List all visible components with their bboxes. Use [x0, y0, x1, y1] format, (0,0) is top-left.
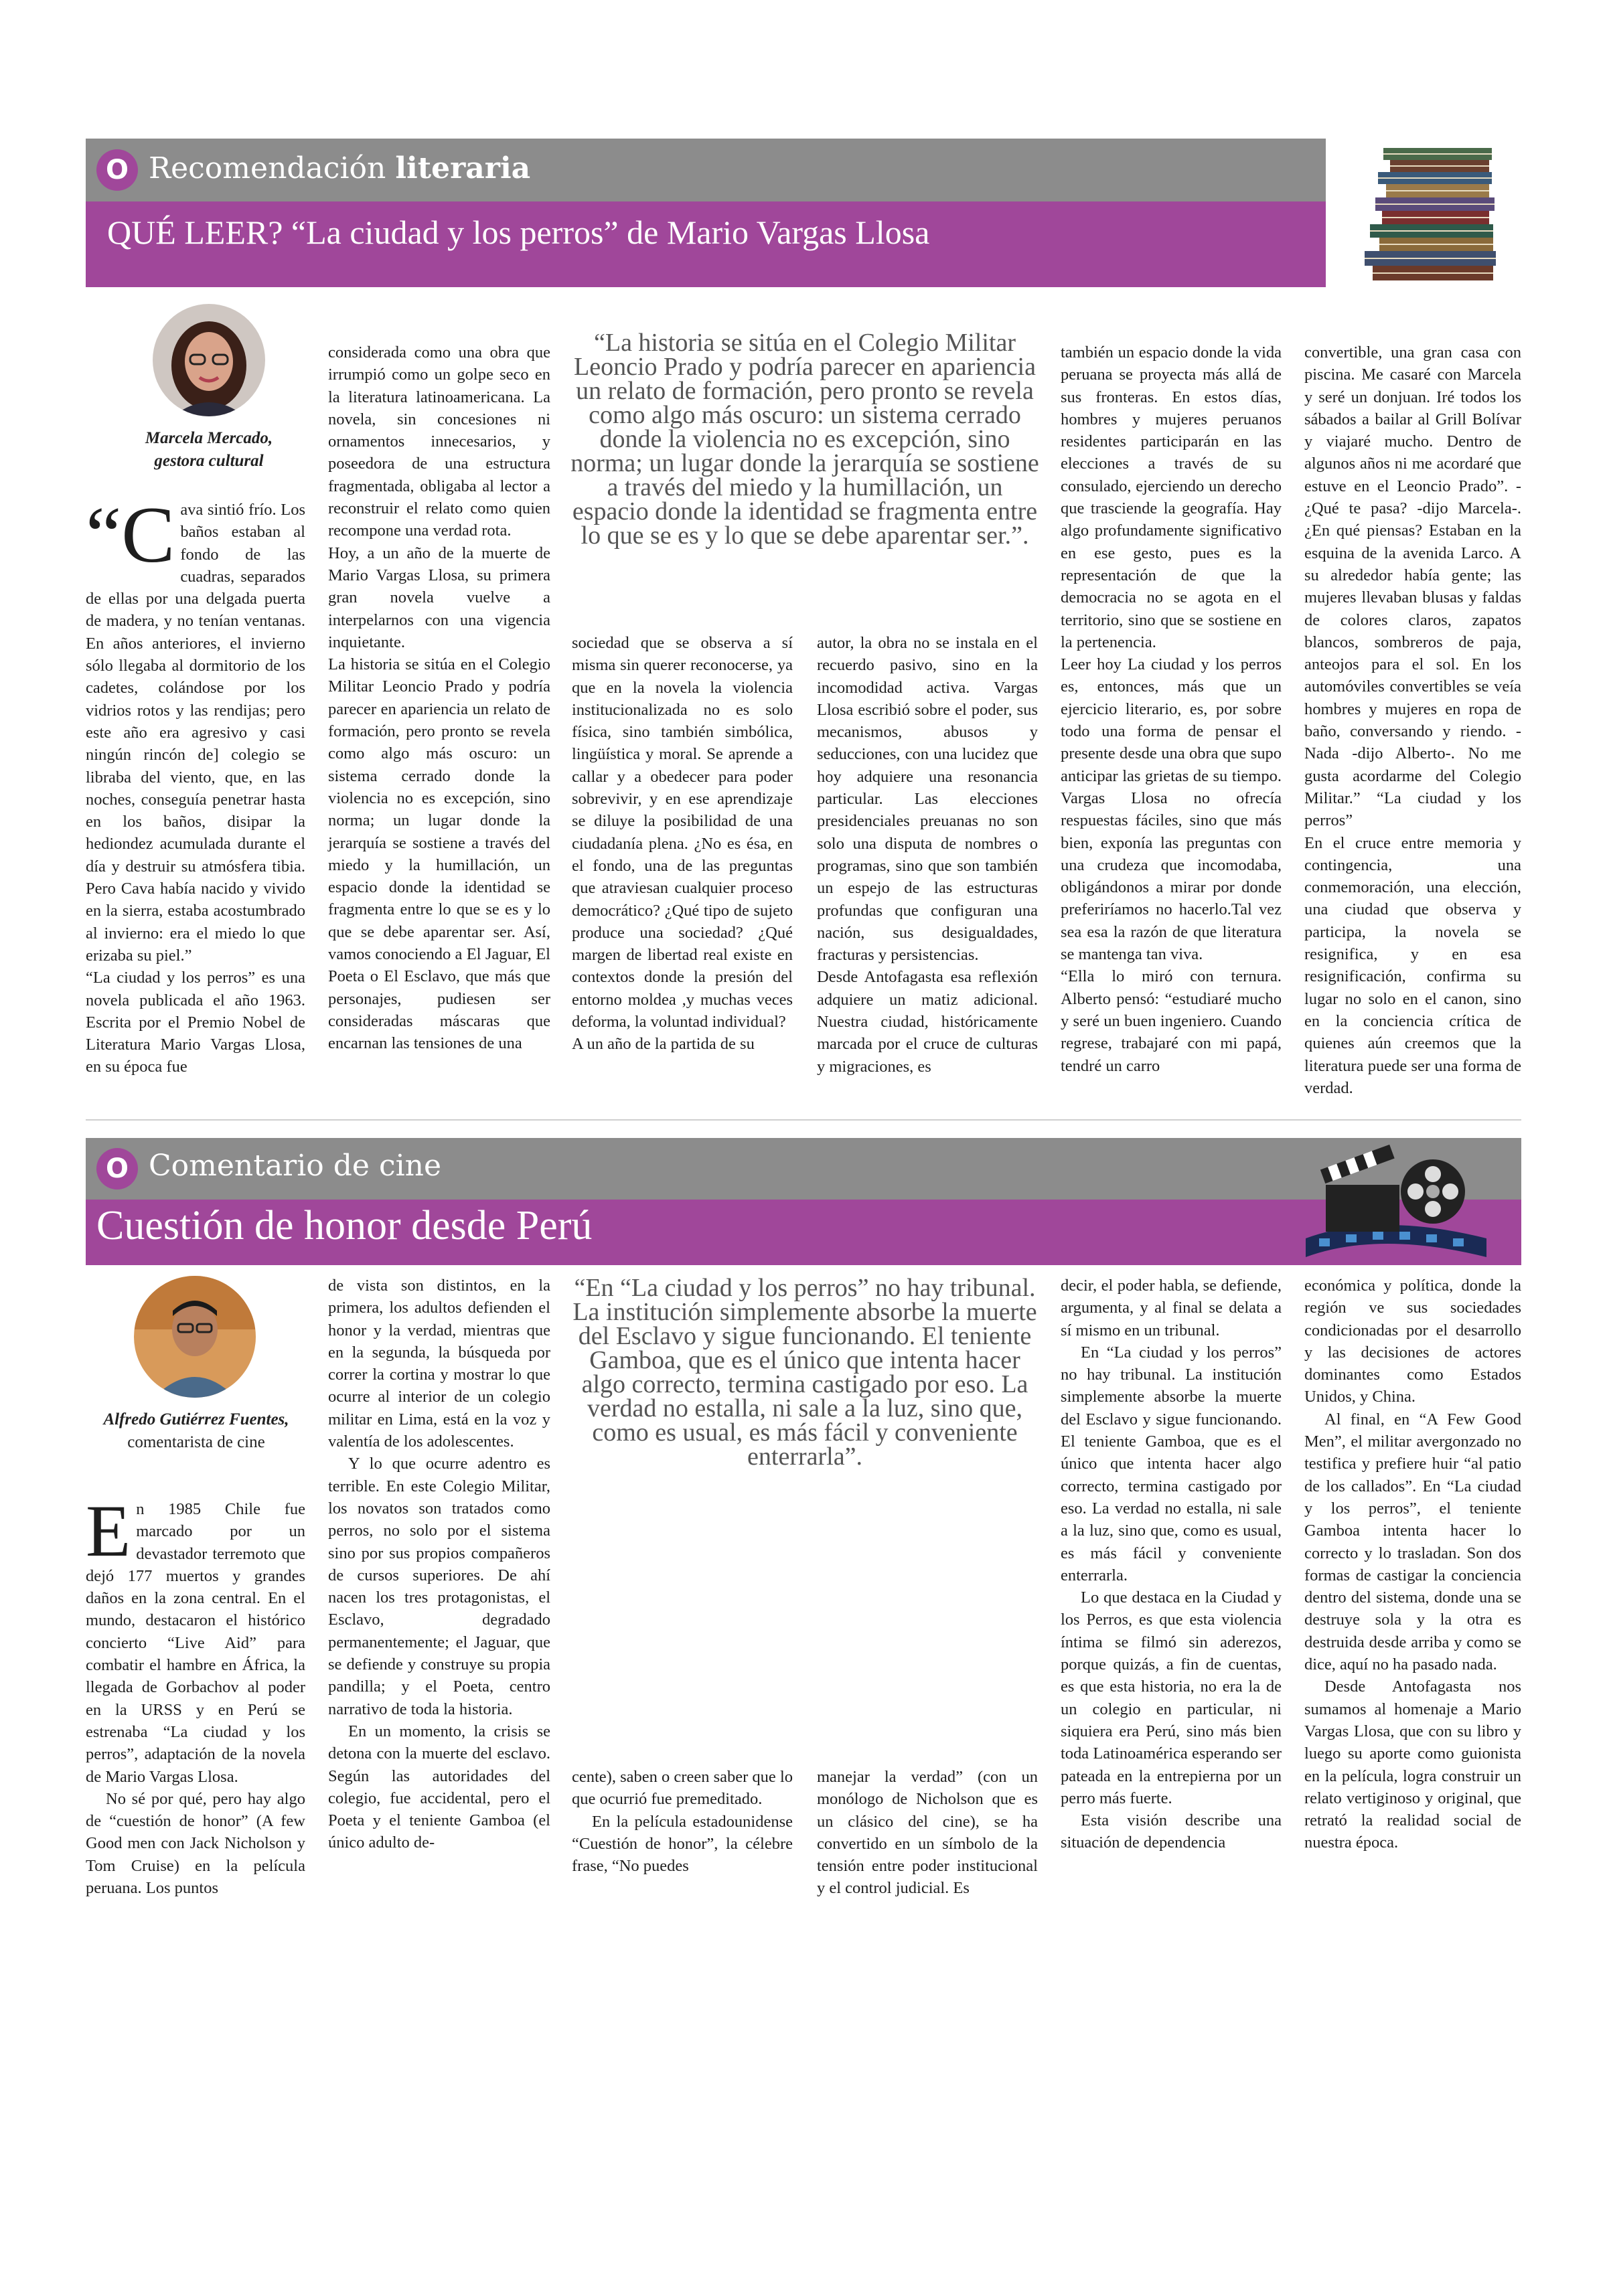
article-column-1 — [86, 490, 305, 1078]
author-role: gestora cultural — [154, 452, 264, 470]
article-paragraph: de vista son distintos, en la primera, los adultos defienden el honor y la verdad, mientras que en la segunda, la búsqueda por correr la cortina y mostrar lo que ocurre al interior de un colegio militar en Lima, está en la voz y valentía de los adolescentes. — [328, 1277, 550, 1451]
article-paragraph: Lo que destaca en la Ciudad y los Perros, es que esta violencia íntima se filmó sin aderezos, porque quizás, a fin de cuentas, es que esta historia, no era la de un colegio en particular, ni siquiera era Perú, sino más bien toda Latinoamérica esperando ser pateada en la entrepierna por un perro más fuerte. — [1061, 1588, 1282, 1807]
article-column-4 — [817, 632, 1038, 1078]
article-paragraph: No sé por qué, pero hay algo de “cuestión de honor” (A few Good men con Jack Nicholson y Tom Cruise) en la película peruana. Los puntos — [86, 1789, 305, 1898]
o-logo-icon: O — [96, 1148, 138, 1190]
article-paragraph: considerada como una obra que irrumpió como un golpe seco en la literatura latinoamericana. La novela, sin concesiones ni ornamentos innecesarios, y poseedora de una estructura fragmentada, obligaba al lector a reconstruir el relato como quien recompone una verdad rota. — [328, 343, 550, 540]
portrait-photo — [134, 1276, 256, 1398]
article-paragraph: La historia se sitúa en el Colegio Militar Leoncio Prado y podría parecer en apariencia un relato de formación, pero pronto se revela como algo más oscuro: un sistema cerrado donde la violencia no es excepción, sino norma; un lugar donde la jerarquía se sostiene a través del miedo y la humillación, un espacio donde la identidad se fragmenta entre lo que se es y lo que se debe aparentar ser. Así, vamos conociendo a El Jaguar, El Poeta o El Esclavo, que más que personajes, pudiesen ser consideradas máscaras que encarnan las tensiones de una — [328, 655, 550, 1053]
article-paragraph: En un momento, la crisis se detona con la muerte del esclavo. Según las autoridades del colegio, fue accidental, pero el Poeta y el teniente Gamboa (el único adulto de- — [328, 1722, 550, 1852]
article-column-5 — [1061, 1275, 1282, 1854]
section-label: Comentario de cine — [149, 1149, 442, 1183]
article-paragraph: “La ciudad y los perros” es una novela publicada el año 1963. Escrita por el Premio Nobel de Literatura Mario Vargas Llosa, en su época fue — [86, 969, 305, 1076]
pull-quote: “La historia se sitúa en el Colegio Militar Leoncio Prado y podría parecer en apariencia un relato de formación, pero pronto se revela como algo más oscuro: un sistema cerrado donde la violencia no es excepción, sino norma; un lugar donde la jerarquía se sostiene a través del miedo y la humillación, un espacio donde la identidad se fragmenta entre lo que se es y lo que se debe aparentar ser.”. — [570, 329, 1039, 550]
article-paragraph: En el cruce entre memoria y contingencia, una conmemoración, una elección, una ciudad que observa y participa, la novela se resignifica, y en esa resignificación, confirma su lugar no solo en el canon, sino en la conciencia crítica de quienes aún creemos que la literatura puede ser una forma de verdad. — [1304, 833, 1521, 1097]
article-column-3 — [572, 632, 793, 1056]
article-column-2 — [328, 1275, 550, 1854]
author-role: comentarista de cine — [127, 1433, 265, 1451]
article-paragraph: Al final, en “A Few Good Men”, el militar avergonzado no testifica y prefiere huir “al patio de los callados”. En “La ciudad y los perros”, el teniente Gamboa intenta hacer lo correcto y lo trasladan. Son dos formas de castigar la conciencia dentro del sistema, donde una se destruye sola y la otra es destruida desde arriba y como se dice, aquí no ha pasado nada. — [1304, 1410, 1521, 1674]
article-paragraph: En “La ciudad y los perros” no hay tribunal. La institución simplemente absorbe la muerte del Esclavo y sigue funcionando. El teniente Gamboa, que es el único que intenta hacer algo correcto, termina castigado por eso. La verdad no estalla, ni sale a la luz, sino que, como es usual, es más fácil y conveniente enterrarla. — [1061, 1343, 1282, 1584]
o-logo-icon: O — [96, 149, 138, 191]
article-paragraph: sociedad que se observa a sí misma sin querer reconocerse, ya que en la novela la violencia institucionalizada no es solo física, sino también simbólica, lingüística y moral. Se aprende a callar y a obedecer para poder sobrevivir, y en ese aprendizaje se diluye la posibilidad de una ciudadanía plena. ¿No es ésa, en el fondo, una de las preguntas que atraviesan cualquier proceso democrático? ¿Qué tipo de sujeto produce una sociedad? ¿Qué margen de libertad real existe en contextos donde la presión del entorno moldea ,y muchas veces deforma, la voluntad individual? — [572, 634, 793, 1032]
film-reel — [1401, 1159, 1465, 1224]
article-column-1 — [86, 1490, 305, 1899]
page-title: Cuestión de honor desde Perú — [96, 1203, 593, 1248]
author-byline — [121, 427, 297, 473]
article-paragraph: convertible, una gran casa con piscina. Me casaré con Marcela y seré un donjuan. Iré todos los sábados a bailar al Grill Bolívar y viajaré mucho. Dentro de algunos años ni me acordaré que estuve en el Leoncio Prado”. -¿Qué te pasa? -dijo Marcela-. ¿En qué piensas? Estaban en la esquina de la avenida Larco. A su alrededor había gente; las mujeres llevaban blusas y faldas de colores claros, zapatos blancos, sombreros de paja, anteojos para el sol. En los automóviles convertibles se veía hombres y mujeres en ropa de baño, conversando y riendo. -Nada -dijo Alberto-. No me gusta acordarme del Colegio Militar.” “La ciudad y los perros” — [1304, 343, 1521, 830]
article-paragraph: Desde Antofagasta nos sumamos al homenaje a Mario Vargas Llosa, que con su libro y luego su aporte como guionista en la película, logra construir un relato vertiginoso y original, que retrató la realidad social de nuestra época. — [1304, 1677, 1521, 1852]
article-paragraph: En la película estadounidense “Cuestión de honor”, la célebre frase, “No puedes — [572, 1812, 793, 1876]
article-paragraph: Desde Antofagasta esa reflexión adquiere un matiz adicional. Nuestra ciudad, históricamente marcada por el cruce de culturas y migraciones, es — [817, 968, 1038, 1076]
author-byline — [94, 1408, 299, 1454]
portrait-photo — [153, 304, 265, 416]
article-paragraph: Hoy, a un año de la muerte de Mario Vargas Llosa, su primera gran novela vuelve a interpelarnos con una vigencia inquietante. — [328, 544, 550, 651]
clapperboard — [1320, 1145, 1399, 1232]
avatar — [153, 304, 265, 416]
section-label: Recomendación literaria — [149, 151, 531, 185]
drop-cap: E — [86, 1490, 131, 1572]
article-paragraph: económica y política, donde la región ve sus sociedades condicionadas por el desarrollo y las decisiones de actores dominantes como Estados Unidos, y China. — [1304, 1277, 1521, 1406]
article-paragraph: En 1985 Chile fue marcado por un devastador terremoto que dejó 177 muertos y grandes daños en la zona central. En el mundo, destacaron el histórico concierto “Live Aid” para combatir el hambre en África, la llegada de Gorbachov al poder en la URSS y en Perú se estrenaba “La ciudad y los perros”, adaptación de la novela de Mario Vargas Llosa. — [86, 1490, 305, 1786]
article-column-2 — [328, 341, 550, 1055]
article-paragraph: “Cava sintió frío. Los baños estaban al fondo de las cuadras, separados de ellas por una delgada puerta de madera, y no tenían ventanas. En años anteriores, el invierno sólo llegaba al dormitorio de los cadetes, colándose por los vidrios rotos y las rendijas; pero este año era agresivo y casi ningún rincón de] colegio se libraba del viento, que, en las noches, conseguía penetrar hasta en los baños, disipar la hediondez acumulada durante el día y destruir su atmósfera tibia. Pero Cava había nacido y vivido en la sierra, estaba acostumbrado al invierno: era el miedo lo que erizaba su piel.” — [86, 490, 305, 965]
article-column-6 — [1304, 341, 1521, 1099]
article-paragraph: Leer hoy La ciudad y los perros es, entonces, más que un ejercicio literario, es, por sobre todo una forma de pensar el presente desde una obra que supo anticipar las grietas de su tiempo. Vargas Llosa no ofrecía respuestas fáciles, sino que más bien, exponía las preguntas con una crudeza que incomodaba, obligándonos a mirar por donde preferiríamos no hacerlo.Tal vez sea esa la razón de que literatura se mantenga tan viva. — [1061, 655, 1282, 964]
avatar — [134, 1276, 256, 1398]
author-name: Marcela Mercado, — [145, 429, 273, 447]
article-column-6 — [1304, 1275, 1521, 1854]
pull-quote: “En “La ciudad y los perros” no hay tribunal. La institución simplemente absorbe la muerte del Esclavo y sigue funcionando. El teniente Gamboa, que es el único que intenta hacer algo correcto, termina castigado por eso. La verdad no estalla, ni sale a la luz, sino que, como es usual, es más fácil y conveniente enterrarla”. — [572, 1274, 1037, 1471]
drop-cap: “C — [86, 490, 175, 579]
article-paragraph: también un espacio donde la vida peruana se proyecta más allá de sus fronteras. En estos días, hombres y mujeres peruanos residentes participarán en las elecciones a través de su consulado, ejerciendo un derecho que trasciende la geografía. Hay algo profundamente significativo en ese gesto, pues es la representación de que la democracia no se agota en el territorio, sino que se sostiene en la pertenencia. — [1061, 343, 1282, 651]
film-clapperboard-icon — [1299, 1138, 1493, 1265]
article-column-4 — [817, 1766, 1038, 1900]
article-paragraph: Y lo que ocurre adentro es terrible. En este Colegio Militar, los novatos son tratados como perros, no solo por el sistema sino por sus propios compañeros de cursos superiores. De ahí nacen los tres protagonistas, el Esclavo, degradado permanentemente; el Jaguar, que se defiende y construye su propia pandilla; y el Poeta, centro narrativo de toda la historia. — [328, 1455, 550, 1718]
author-name: Alfredo Gutiérrez Fuentes, — [103, 1410, 289, 1428]
article-paragraph: “Ella lo miró con ternura. Alberto pensó: “estudiaré mucho y seré un buen ingeniero. Cuando regrese, trabajaré con mi papá, tendré un carro — [1061, 967, 1282, 1075]
page-title: QUÉ LEER? “La ciudad y los perros” de Mario Vargas Llosa — [107, 214, 930, 251]
book-stack-icon — [1326, 139, 1521, 287]
article-paragraph: decir, el poder habla, se defiende, argumenta, y al final se delata a sí mismo en un tribunal. — [1061, 1277, 1282, 1339]
article-paragraph: Esta visión describe una situación de dependencia — [1061, 1811, 1282, 1852]
article-paragraph: cente), saben o creen saber que lo que ocurrió fue premeditado. — [572, 1768, 793, 1809]
article-column-3 — [572, 1766, 793, 1877]
section-divider — [86, 1119, 1521, 1121]
article-column-5 — [1061, 341, 1282, 1077]
article-paragraph: A un año de la partida de su — [572, 1035, 755, 1054]
article-paragraph: manejar la verdad” (con un monólogo de Nicholson que es un clásico del cine), se ha convertido en un símbolo de la tensión entre poder institucional y el control judicial. Es — [817, 1768, 1038, 1898]
article-paragraph: autor, la obra no se instala en el recuerdo pasivo, sino en la incomodidad activa. Vargas Llosa escribió sobre el poder, sus mecanismos, abusos y seducciones, con una lucidez que hoy adquiere una resonancia particular. Las elecciones presidenciales preuanas no son solo una disputa de nombres o programas, sino que son también un espejo de las estructuras profundas que configuran una nación, sus desigualdades, fracturas y persistencias. — [817, 634, 1038, 965]
